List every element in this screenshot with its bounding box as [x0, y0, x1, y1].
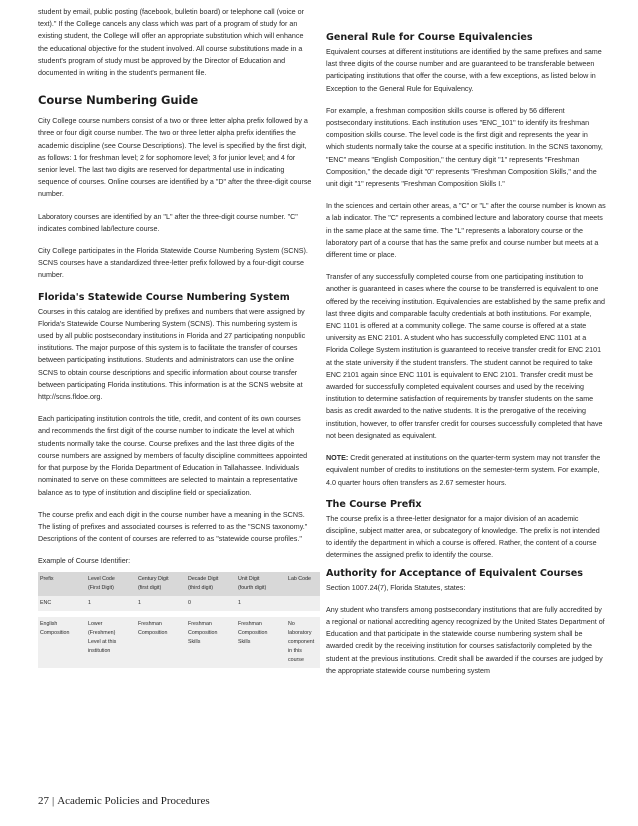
- heading-general-rule: General Rule for Course Equivalencies: [326, 32, 533, 43]
- intro-paragraph: student by email, public posting (facebook, bulletin board) or telephone call (voice or text)." If the College cancels any class which was part of a program of study for an existing student, the College will offer an appropriate substitution which will enhance the educational objective for the student involved. All course substitutions made in a student's program of study must be approved by the Director of Education and documented in writing in the student's permanent file.: [38, 8, 304, 78]
- table-cell: English Composition: [40, 620, 70, 636]
- note-paragraph: [326, 452, 606, 489]
- florida-paragraph-2: Each participating institution controls the title, credit, and content of its own courses and recommends the first digit of the course number to indicate the level at which students normally take the course. Course prefixes and the last three digits of the course numbers are assigned by members of faculty discipline committees appointed for that purpose by the Florida Department of Education in Tallahassee. Individuals nominated to serve on these committees are selected to maintain a representative balance as to type of institution and discipline field or specialization.: [38, 415, 308, 497]
- table-header-cell: [136, 572, 186, 596]
- table-cell: ENC: [40, 599, 52, 606]
- header-text: Decade Digit (third digit): [188, 575, 219, 591]
- table-cell: Freshman Composition Skills: [238, 620, 268, 645]
- prefix-paragraph: The course prefix is a three-letter designator for a major division of an academic discipline, subject matter area, or subcategory of knowledge. The prefix is not intended to identify the department in which a course is offered. Rather, the content of a course determines the assigned prefix to identify the course.: [326, 514, 600, 560]
- general-paragraph-3: In the sciences and certain other areas, a "C" or "L" after the course number is known as a lab indicator. The "C" represents a combined lecture and laboratory course that meets in the same place at the same time. The "L" represents a laboratory course or the laboratory part of a course that has the same prefix and course number but meets at a different time or place.: [326, 202, 606, 260]
- heading-course-prefix: The Course Prefix: [326, 498, 422, 510]
- footer-separator: |: [52, 795, 55, 807]
- table-cell: 1: [88, 599, 91, 606]
- florida-paragraph-3: The course prefix and each digit in the course number have a meaning in the SCNS. The listing of prefixes and associated courses is referred to as the "SCNS taxonomy." Descriptions of the content of courses are referred to as "statewide course profiles.": [38, 510, 308, 544]
- general-paragraph-4: Transfer of any successfully completed course from one participating institution to another is guaranteed in cases where the course to be transferred is equivalent to one offered by the receiving institution. Equivalencies are established by the same prefix and last three digits and comparable faculty credentials at both institutions. For example, ENC 1101 is offered at a community college. The same course is offered at a state university as ENC 2101. A student who has successfully completed ENC 1101 at a Florida College System institution is guaranteed to receive transfer credit for ENC 2101 at the state university if the student transfers. The student cannot be required to take ENC 2101 again since ENC 1101 is equivalent to ENC 2101. Transfer credit must be awarded for successfully completed equivalent courses and used by the receiving institution to determine satisfaction of requirements by transfer students on the same basis as credit awarded to the native students. It is the prerogative of the receiving institution, however, to offer transfer credit for courses successfully completed that have not been designated as equivalent.: [326, 273, 605, 440]
- authority-paragraph-1: Section 1007.24(7), Florida Statutes, states:: [326, 583, 466, 592]
- course-identifier-table: [38, 572, 320, 668]
- general-paragraph-2: For example, a freshman composition skills course is offered by 56 different postsecondary institutions. Each institution uses "ENC_101" to identify its freshman composition skills course. The level code is the first digit and represents the year in which students normally take the course at a specific institution. In the SCNS taxonomy, "ENC" means "English Composition," the century digit "1" represents "Freshman Composition," the decade digit "0" represents "Freshman Composition Skills," and the unit digit "1" represents "Freshman Composition Skills I.": [326, 106, 603, 189]
- table-cell: Lower (Freshmen) Level at this institution: [88, 620, 117, 654]
- numbering-paragraph-1: City College course numbers consist of a two or three letter alpha prefix followed by a three or four digit course number. The two or three letter alpha prefix identifies the academic discipline (see Course Descriptions). The level is specified by the first digit, as follows: 1 for freshman level; 2 for sophomore level; 3 for junior level; and 4 for senior level. The last two digits are reserved for departmental use in indicating sequence of courses. Online courses are identified by a "D" after the three-digit course number.: [38, 117, 312, 199]
- numbering-paragraph-2: Laboratory courses are identified by an "L" after the three-digit course number. "C" indicates combined lab/lecture course.: [38, 212, 298, 233]
- header-text: Level Code (First Digit): [88, 575, 115, 591]
- table-row: [38, 596, 320, 611]
- florida-paragraph-1: Courses in this catalog are identified by prefixes and numbers that were assigned by Florida's Statewide Course Numbering System (SCNS). This numbering system is used by all public postsecondary institutions in Florida and 27 participating nonpublic institutions. The major purpose of this system is to facilitate the transfer of courses between participating institutions. Students and administrators can use the online SCNS to obtain course descriptions and specific information about course transfer between participating Florida institutions. This information is at the SCNS website at http://scns.fldoe.org.: [38, 307, 306, 402]
- table-cell: [286, 596, 320, 611]
- table-header-cell: [186, 572, 236, 596]
- table-header-cell: [86, 572, 136, 596]
- header-text: Prefix: [40, 575, 54, 582]
- left-column: [38, 6, 314, 668]
- table-header-cell: [286, 572, 320, 596]
- table-cell: Freshman Composition: [138, 620, 168, 636]
- example-label: Example of Course Identifier:: [38, 557, 131, 566]
- heading-florida-scns: Florida's Statewide Course Numbering System: [38, 291, 290, 303]
- table-cell: Freshman Composition Skills: [188, 620, 218, 645]
- authority-paragraph-2: Any student who transfers among postsecondary institutions that are fully accredited by a regional or national accrediting agency recognized by the United States Department of Education and that participate in the statewide course numbering system shall be awarded credit by the receiving institution for courses satisfactorily completed by the student at the previous institutions. Credit shall be awarded if the courses are judged by the appropriate statewide course numbering system: [326, 605, 605, 675]
- table-cell: 1: [238, 599, 241, 606]
- header-text: Century Digit (first digit): [138, 575, 169, 591]
- table-cell: 1: [138, 599, 141, 606]
- table-row: [38, 617, 320, 668]
- page-footer: [38, 795, 210, 807]
- heading-course-numbering-guide: Course Numbering Guide: [38, 93, 199, 108]
- numbering-paragraph-3: City College participates in the Florida Statewide Course Numbering System (SCNS). SCNS courses have a standardized three-letter prefix followed by a four-digit course number.: [38, 247, 308, 280]
- note-text: Credit generated at institutions on the quarter-term system may not transfer the equivalent number of credits to institutions on the semester-term system. For example, 4.0 quarter hours often transfers as 2.67 semester hours.: [326, 454, 601, 487]
- heading-authority: Authority for Acceptance of Equivalent Courses: [326, 567, 583, 579]
- table-header-row: [38, 572, 320, 596]
- page-number: 27: [38, 795, 49, 807]
- table-header-cell: [236, 572, 286, 596]
- right-column: [326, 6, 606, 687]
- header-text: Unit Digit (fourth digit): [238, 575, 267, 591]
- general-paragraph-1: Equivalent courses at different institutions are identified by the same prefixes and same last three digits of the course number and are guaranteed to be transferable between participating institutions that offer the course, with a few exceptions, as listed below in Exception to the General Rule for Equivalency.: [326, 48, 602, 93]
- header-text: Lab Code: [288, 575, 311, 582]
- table-cell: No laboratory component in this course: [288, 620, 315, 663]
- note-label: NOTE:: [326, 454, 349, 463]
- table-header-cell: [38, 572, 86, 596]
- table-cell: 0: [188, 599, 191, 606]
- footer-section-title: Academic Policies and Procedures: [57, 795, 210, 807]
